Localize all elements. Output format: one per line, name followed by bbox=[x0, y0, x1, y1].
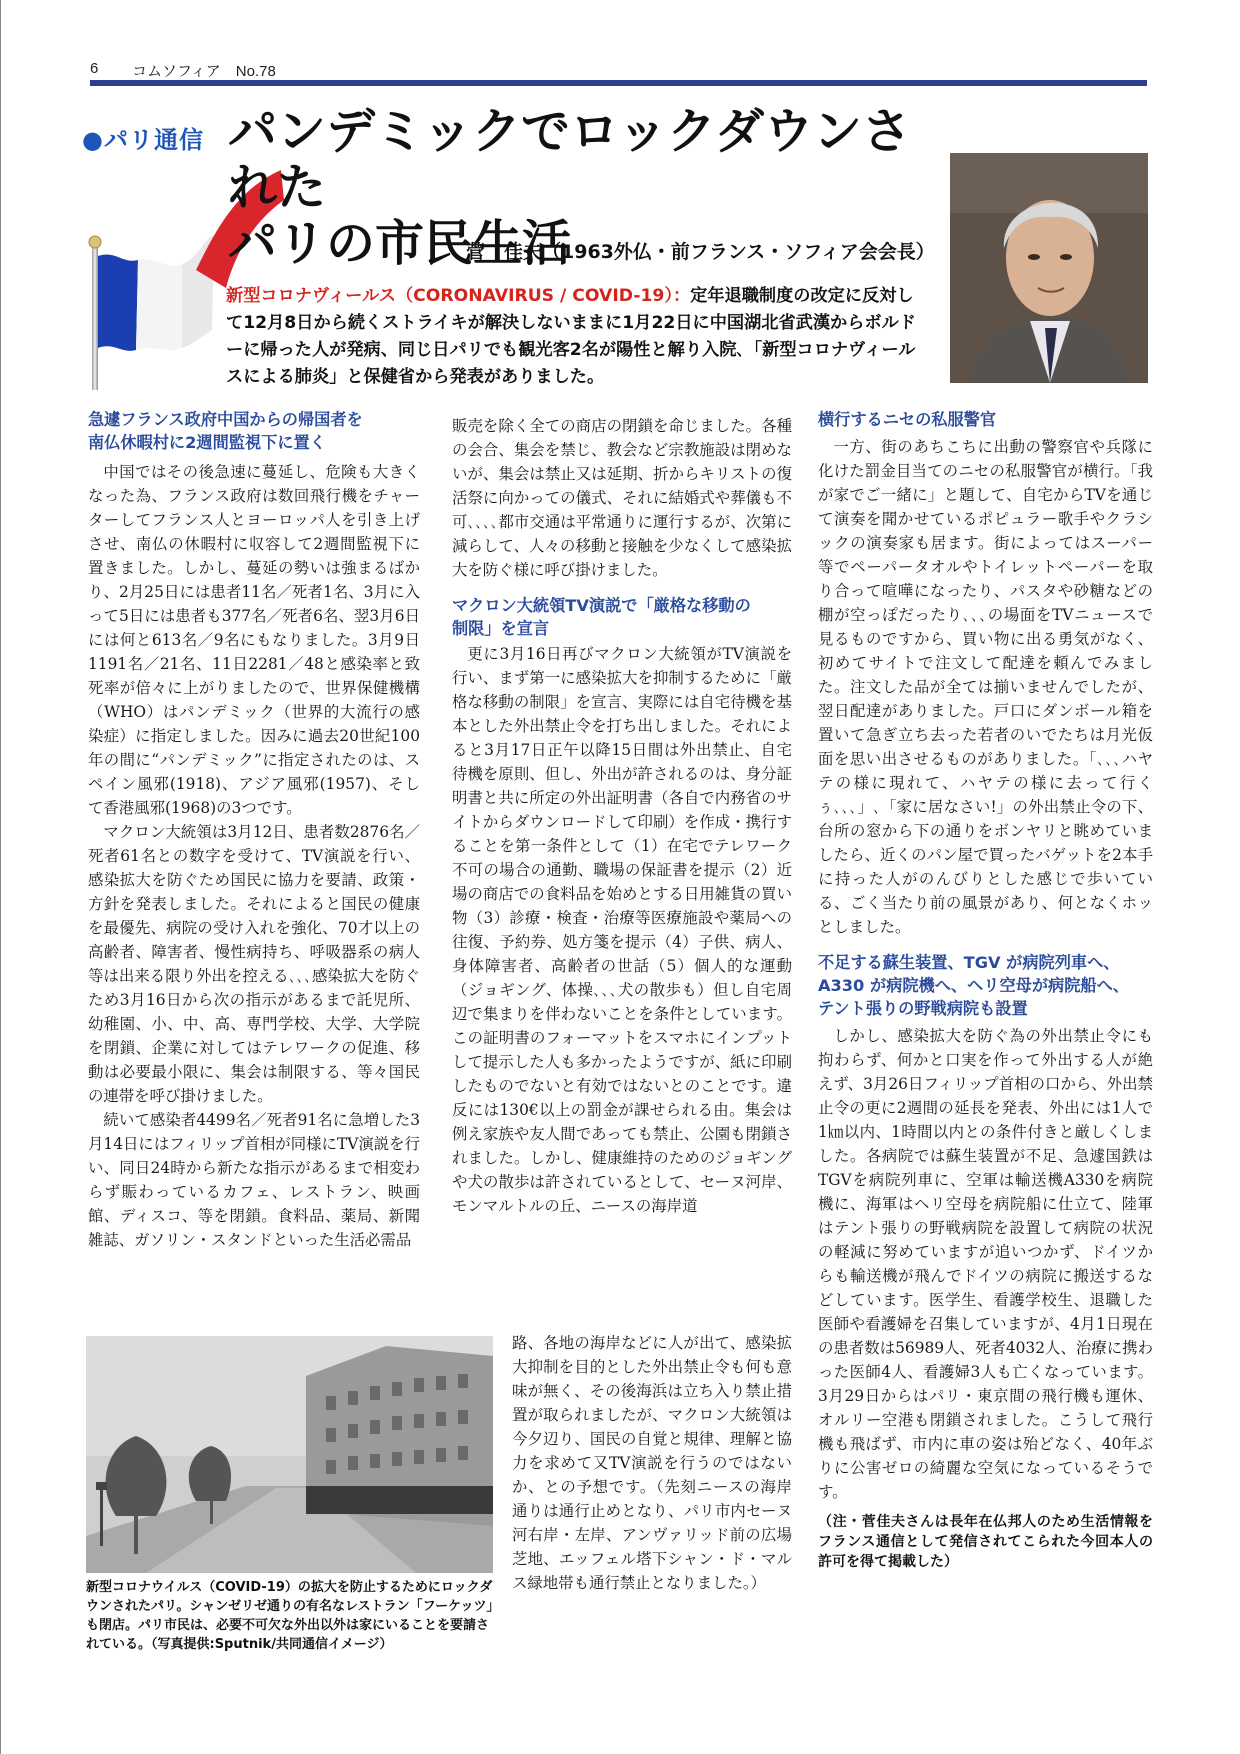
column-2 bbox=[452, 414, 792, 1218]
magazine-title: コムソフィア No.78 bbox=[132, 63, 276, 80]
col3-heading-2 bbox=[818, 951, 1153, 1020]
col3-heading-1: 横行するニセの私服警官 bbox=[818, 410, 997, 429]
col2-paragraph-3: 路、各地の海岸などに人が出て、感染拡大抑制を目的とした外出禁止令も何も意味が無く、その後海浜は立ち入り禁止措置が取られましたが、マクロン大統領は今夕辺り、国民の自覚と規律、理解と協力を求めて又TV演説を行うのではないか、との予想です。（先刻ニースの海岸通りは通行止めとなり、パリ市内セーヌ河右岸・左岸、アンヴァリッド前の広場芝地、エッフェル塔下シャン・ド・マルス緑地帯も通行禁止となりました。） bbox=[512, 1334, 792, 1592]
col3-heading-2-line-3: テント張りの野戦病院も設置 bbox=[818, 999, 1028, 1018]
col3-paragraph-2: しかし、感染拡大を防ぐ為の外出禁止令にも拘わらず、何かと口実を作って外出する人が絶えず、3月26日フィリップ首相の口から、外出禁止令の更に2週間の延長を発表、外出には1人で1㎞以内、1時間以内との条件付きと厳しくしました。各病院では蘇生装置が不足、急遽国鉄はTGVを病院列車に、空軍は輸送機A330を病院機に、海軍はヘリ空母を病院船に仕立て、陸軍はテント張りの野戦病院を設置して病院の状況の軽減に努めていますが追いつかず、ドイツからも輸送機が飛んでドイツの病院に搬送するなどしています。医学生、看護学校生、退職した医師や看護婦を召集していますが、4月1日現在の患者数は56989人、死者4032人、治療に携わった医師4人、看護婦3人も亡くなっています。3月29日からはパリ・東京間の飛行機も運休、オルリー空港も閉鎖されました。こうして飛行機も飛ばず、市内に車の姿は殆どなく、40年ぶりに公害ゼロの綺麗な空気になっているそうです。 bbox=[818, 1027, 1153, 1501]
page-edge bbox=[0, 0, 1, 1754]
col1-heading bbox=[88, 408, 420, 454]
col1-paragraph-2: マクロン大統領は3月12日、患者数2876名／死者61名との数字を受けて、TV演説を行い、感染拡大を防ぐため国民に協力を要請、政策・方針を発表しました。それによると国民の健康を最優先、病院の受け入れを強化、70才以上の高齢者、障害者、慢性病持ち、呼吸器系の病人等は出来る限り外出を控える､､､感染拡大を防ぐため3月16日から次の指示があるまで託児所、幼稚園、小、中、高、専門学校、大学、大学院を閉鎖、企業に対してはテレワークの促進、移動は必要最小限に、集会は制限する、等々国民の連帯を呼び掛けました。 bbox=[88, 823, 420, 1105]
section-label: ●パリ通信 bbox=[82, 126, 204, 154]
col2-paragraph-1: 販売を除く全ての商店の閉鎖を命じました。各種の会合、集会を禁じ、教会など宗教施設は閉めないが、集会は禁止又は延期、折からキリストの復活祭に向かっての儀式、それに結婚式や葬儀も不可､､､､都市交通は平常通りに運行するが、次第に減らして、人々の移動と接触を少なくして感染拡大を防ぐ様に呼び掛けました。 bbox=[452, 417, 792, 579]
col2-heading bbox=[452, 594, 792, 640]
photo-caption: 新型コロナウイルス（COVID-19）の拡大を防止するためにロックダウンされたパリ。シャンゼリゼ通りの有名なレストラン「フーケッツ」も閉店。パリ市民は、必要不可欠な外出以外は家にいることを要請されている。（写真提供:Sputnik/共同通信イメージ） bbox=[86, 1580, 494, 1652]
col3-heading-2-line-2: A330 が病院機へ、ヘリ空母が病院船へ、 bbox=[818, 976, 1129, 995]
lead-highlight: 新型コロナヴィールス（CORONAVIRUS / COVID-19）： bbox=[226, 286, 691, 306]
paris-street-photo bbox=[86, 1336, 493, 1573]
col2-heading-line-2: 制限」を宣言 bbox=[452, 619, 550, 638]
col2-heading-line-1: マクロン大統領TV演説で「厳格な移動の bbox=[452, 596, 751, 615]
headline-line-1: パンデミックでロックダウンされた bbox=[228, 102, 912, 216]
col3-paragraph-1: 一方、街のあちこちに出動の警察官や兵隊に化けた罰金目当てのニセの私服警官が横行。「我が家でご一緒に」と題して、自宅からTVを通じて演奏を聞かせているポピュラー歌手やクラシックの演奏家も居ます。街によってはスーパー等でペーパータオルやトイレットペーパーを取り合って喧嘩になったり、パスタや砂糖などの棚が空っぽだったり､､､の場面をTVニュースで見るものですから、買い物に出る勇気がなく、初めてサイトで注文して配達を頼んでみました。注文した品が全ては揃いませんでしたが、翌日配達がありました。戸口にダンボール箱を置いて急ぎ立ち去った若者のいでたちは月光仮面を思い出させるものがありました。「､､､ハヤテの様に現れて、ハヤテの様に去って行くぅ､､､」､「家に居なさい!」の外出禁止令の下、台所の窓から下の通りをボンヤリと眺めていましたら、近くのパン屋で買ったバゲットを2本手に持った人がのんびりとした感じで歩いている、ごく当たり前の風景があり、何となくホッとしました。 bbox=[818, 438, 1153, 936]
byline: 菅 佳夫（1963外仏・前フランス・ソフィア会会長） bbox=[466, 241, 935, 263]
col1-heading-line-2: 南仏休暇村に2週間監視下に置く bbox=[88, 433, 326, 452]
col1-heading-line-1: 急遽フランス政府中国からの帰国者を bbox=[88, 410, 363, 429]
page-number: 6 bbox=[90, 60, 99, 77]
col1-paragraph-3: 続いて感染者4499名／死者91名に急増した3月14日にはフィリップ首相が同様にTV演説を行い、同日24時から新たな指示があるまで相変わらず賑わっているカフェ、レストラン、映画館、ディスコ、等を閉鎖。食料品、薬局、新聞雑誌、ガソリン・スタンドといった生活必需品 bbox=[88, 1111, 420, 1249]
column-2-continued bbox=[512, 1331, 792, 1595]
header-rule bbox=[90, 80, 1147, 86]
headline-line-2: パリの市民生活 bbox=[228, 214, 572, 272]
author-portrait-photo bbox=[950, 153, 1148, 383]
column-1 bbox=[88, 408, 420, 1252]
lead-text: 定年退職制度の改定に反対して12月8日から続くストライキが解決しないままに1月22日に中国湖北省武漢からボルドーに帰った人が発病、同じ日パリでも観光客2名が陽性と解り入院､「新型コロナヴィールスによる肺炎」と保健省から発表がありました。 bbox=[226, 286, 916, 387]
col1-paragraph-1: 中国ではその後急速に蔓延し、危険も大きくなった為、フランス政府は数回飛行機をチャーターしてフランス人とヨーロッパ人を引き上げさせ、南仏の休暇村に収容して2週間監視下に置きました。しかし、蔓延の勢いは強まるばかり、2月25日には患者11名／死者1名、3月に入って5日には患者も377名／死者6名、翌3月6日には何と613名／9名にもなりました。3月9日1191名／21名、11日2281／48と感染率と致死率が倍々に上がりましたので、世界保健機構（WHO）はパンデミック（世界的大流行の感染症）に指定しました。因みに過去20世紀100年の間に“パンデミック”に指定されたのは、スペイン風邪(1918)、アジア風邪(1957)、そして香港風邪(1968)の3つです。 bbox=[88, 463, 420, 817]
col2-paragraph-2: 更に3月16日再びマクロン大統領がTV演説を行い、まず第一に感染拡大を抑制するために「厳格な移動の制限」を宣言、実際には自宅待機を基本とした外出禁止令を打ち出しました。それによると3月17日正午以降15日間は外出禁止、自宅待機を原則、但し、外出が許されるのは、身分証明書と共に所定の外出証明書（各自で内務省のサイトからダウンロードして印刷）を作成・携行することを第一条件として（1）在宅でテレワーク不可の場合の通勤、職場の保証書を提示（2）近場の商店での食料品を始めとする日用雑貨の買い物（3）診療・検査・治療等医療施設や薬局への往復、予約券、処方箋を提示（4）子供、病人、身体障害者、高齢者の世話（5）個人的な運動（ジョギング、体操､､､犬の散歩も）但し自宅周辺で集まりを伴わないことを条件としています。この証明書のフォーマットをスマホにインプットして提示した人も多かったようですが、紙に印刷したものでないと有効ではないとのことです。違反には130€以上の罰金が課せられる由。集会は例え家族や友人間であっても禁止、公園も閉鎖されました。しかし、健康維持のためのジョギングや犬の散歩は許されているとして、セーヌ河岸、モンマルトルの丘、ニースの海岸道 bbox=[452, 645, 792, 1215]
editor-note: （注・菅佳夫さんは長年在仏邦人のため生活情報をフランス通信として発信されてこられた今回本人の許可を得て掲載した） bbox=[818, 1514, 1153, 1570]
column-3 bbox=[818, 408, 1153, 1572]
lead-paragraph bbox=[226, 283, 926, 391]
col3-heading-2-line-1: 不足する蘇生装置、TGV が病院列車へ、 bbox=[818, 953, 1120, 972]
